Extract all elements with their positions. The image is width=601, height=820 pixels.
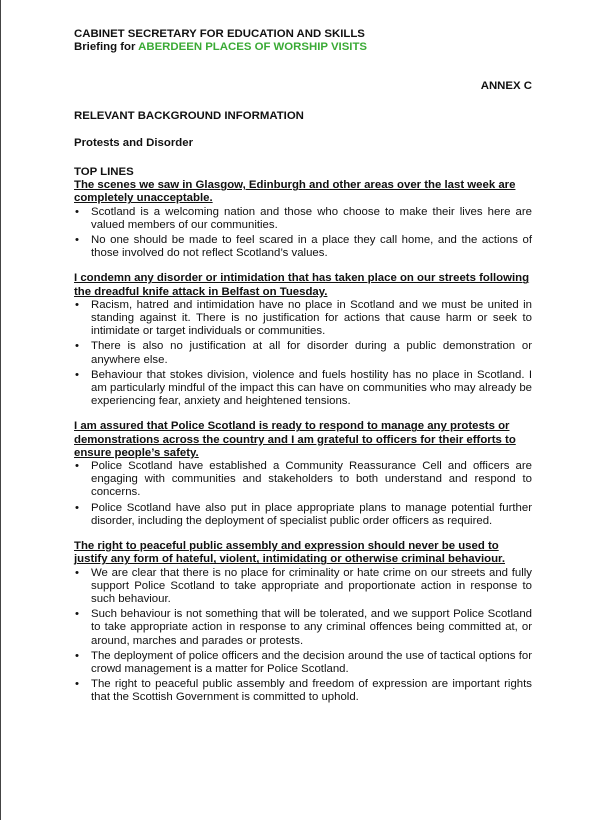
bullet-item: • Police Scotland have established a Community Reassurance Cell and officers are engaging with communities and stakeholders to both understand and respond to concerns. xyxy=(74,460,532,500)
bullet-item: • Such behaviour is not something that will be tolerated, and we support Police Scotland to take appropriate action in response to any criminal offences being committed at, or around, marches and parades or protests. xyxy=(74,608,532,648)
bullet-item: • No one should be made to feel scared in a place they call home, and the actions of those involved do not reflect Scotland’s values. xyxy=(74,234,532,260)
bullet-list xyxy=(74,206,532,261)
top-lines-heading: TOP LINES xyxy=(74,166,134,179)
bullet-list xyxy=(74,299,532,409)
block-2 xyxy=(74,272,532,408)
briefing-line xyxy=(74,41,532,54)
bullet-item: • We are clear that there is no place for criminality or hate crime on our streets and fully support Police Scotland to take appropriate and proportionate action in response to such behaviour. xyxy=(74,567,532,607)
block-4 xyxy=(74,540,532,704)
bullet-list xyxy=(74,567,532,705)
page-left-edge xyxy=(0,0,1,820)
block-lead: The scenes we saw in Glasgow, Edinburgh and other areas over the last week are completely unacceptable. xyxy=(74,179,516,205)
subsection-title: Protests and Disorder xyxy=(74,136,194,149)
briefing-prefix: Briefing for xyxy=(74,41,139,54)
document-title: CABINET SECRETARY FOR EDUCATION AND SKILLS xyxy=(74,28,365,40)
bullet-item: • The right to peaceful public assembly and freedom of expression are important rights that the Scottish Government is committed to uphold. xyxy=(74,678,532,704)
block-1 xyxy=(74,179,532,260)
bullet-item: • Scotland is a welcoming nation and those who choose to make their lives here are valued members of our communities. xyxy=(74,206,532,232)
section-title: RELEVANT BACKGROUND INFORMATION xyxy=(74,109,304,122)
block-lead: I am assured that Police Scotland is ready to respond to manage any protests or demonstrations across the country and I am grateful to officers for their efforts to ensure people’s safety. xyxy=(74,420,516,459)
block-lead: The right to peaceful public assembly and expression should never be used to justify any form of hateful, violent, intimidating or otherwise criminal behaviour. xyxy=(74,540,506,566)
bullet-item: • Racism, hatred and intimidation have no place in Scotland and we must be united in standing against it. There is no justification for actions that cause harm or seek to intimidate or target individuals or communities. xyxy=(74,299,532,339)
bullet-item: • There is also no justification at all for disorder during a public demonstration or anywhere else. xyxy=(74,340,532,366)
annex-label: ANNEX C xyxy=(480,80,532,93)
block-lead: I condemn any disorder or intimidation that has taken place on our streets following the dreadful knife attack in Belfast on Tuesday. xyxy=(74,272,530,298)
briefing-highlight: ABERDEEN PLACES OF WORSHIP VISITS xyxy=(138,41,368,54)
document-page xyxy=(74,28,532,707)
bullet-item: • The deployment of police officers and the decision around the use of tactical options for crowd management is a matter for Police Scotland. xyxy=(74,650,532,676)
bullet-list xyxy=(74,460,532,528)
bullet-item: • Behaviour that stokes division, violence and fuels hostility has no place in Scotland. I am particularly mindful of the impact this can have on communities who may already be experiencing fear, anxiety and heightened tensions. xyxy=(74,369,532,409)
block-3 xyxy=(74,420,532,528)
bullet-item: • Police Scotland have also put in place appropriate plans to manage potential further disorder, including the deployment of specialist public order officers as required. xyxy=(74,502,532,528)
